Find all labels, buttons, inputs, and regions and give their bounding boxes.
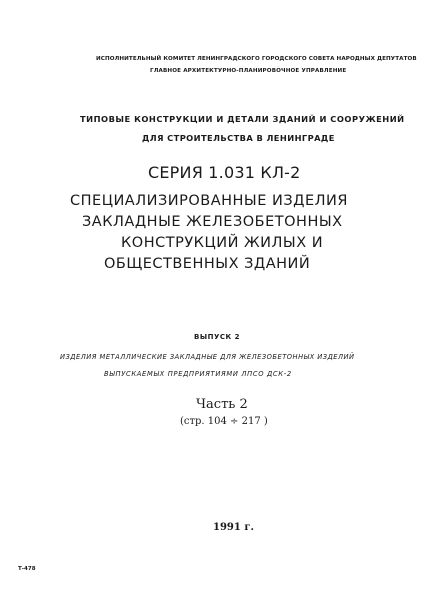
issuer-organization: ИСПОЛНИТЕЛЬНЫЙ КОМИТЕТ ЛЕНИНГРАДСКОГО ГОРОДСКОГО СОВЕТА НАРОДНЫХ ДЕПУТАТОВ — [96, 56, 417, 62]
part-number: Часть 2 — [196, 397, 248, 412]
description-line-1: ИЗДЕЛИЯ МЕТАЛЛИЧЕСКИЕ ЗАКЛАДНЫЕ ДЛЯ ЖЕЛЕЗОБЕТОННЫХ ИЗДЕЛИЙ — [60, 353, 355, 361]
heading-line-2: ДЛЯ СТРОИТЕЛЬСТВА В ЛЕНИНГРАДЕ — [142, 133, 335, 143]
issuer-department: ГЛАВНОЕ АРХИТЕКТУРНО-ПЛАНИРОВОЧНОЕ УПРАВЛЕНИЕ — [150, 68, 347, 74]
publication-year: 1991 г. — [213, 522, 254, 533]
title-line-2: ЗАКЛАДНЫЕ ЖЕЛЕЗОБЕТОННЫХ — [82, 214, 343, 230]
page-range: (стр. 104 ÷ 217 ) — [180, 416, 268, 427]
heading-line-1: ТИПОВЫЕ КОНСТРУКЦИИ И ДЕТАЛИ ЗДАНИЙ И СООРУЖЕНИЙ — [80, 114, 405, 124]
series-number: СЕРИЯ 1.031 КЛ-2 — [148, 163, 301, 182]
document-code: Т-478 — [18, 566, 36, 572]
title-line-3: КОНСТРУКЦИЙ ЖИЛЫХ И — [121, 235, 324, 251]
title-line-1: СПЕЦИАЛИЗИРОВАННЫЕ ИЗДЕЛИЯ — [70, 193, 348, 209]
issue-number: ВЫПУСК 2 — [194, 333, 241, 341]
description-line-2: ВЫПУСКАЕМЫХ ПРЕДПРИЯТИЯМИ ЛПСО ДСК-2 — [104, 370, 292, 378]
title-line-4: ОБЩЕСТВЕННЫХ ЗДАНИЙ — [104, 256, 311, 272]
